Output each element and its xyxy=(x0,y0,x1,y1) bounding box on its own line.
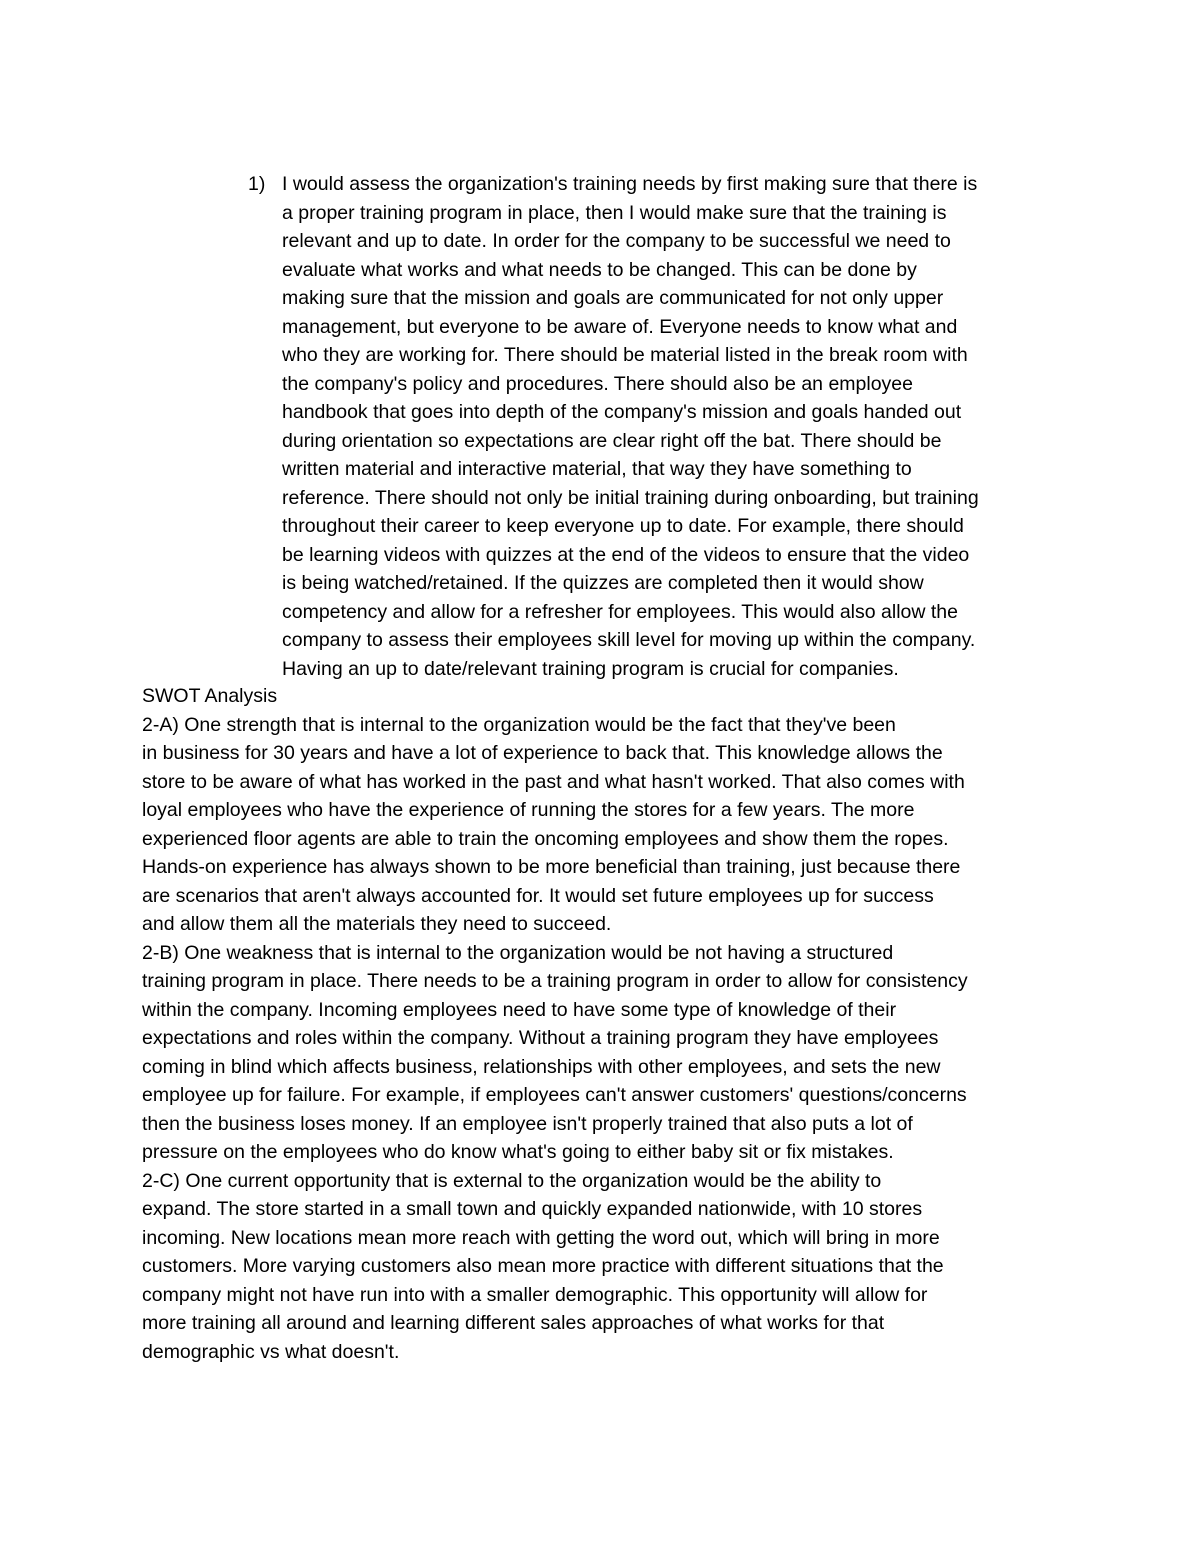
swot-opportunity-paragraph: 2-C) One current opportunity that is external to the organization would be the ability to expand. The store started in a small town and quickly expanded nationwide, with 10 stores incoming. New locations mean more reach with getting the word out, which will bring in more customers. More varying customers also mean more practice with different situations that the company might not have run into with a smaller demographic. This opportunity will allow for more training all around and learning different sales approaches of what works for that demographic vs what doesn't. xyxy=(142,1169,944,1363)
question-1-answer: I would assess the organization's training needs by first making sure that there is a proper training program in place, then I would make sure that the training is relevant and up to date. In order for the company to be successful we need to evaluate what works and what needs to be changed. This can be done by making sure that the mission and goals are communicated for not only upper management, but everyone to be aware of. Everyone needs to know what and who they are working for. There should be material listed in the break room with the company's policy and procedures. There should also be an employee handbook that goes into depth of the company's mission and goals handed out during orientation so expectations are clear right off the bat. There should be written material and interactive material, that way they have something to reference. There should not only be initial training during onboarding, but training throughout their career to keep everyone up to date. For example, there should be learning videos with quizzes at the end of the videos to ensure that the video is being watched/retained. If the quizzes are completed then it would show competency and allow for a refresher for employees. This would also allow the company to assess their employees skill level for moving up within the company. Having an up to date/relevant training program is crucial for companies. xyxy=(282,173,979,680)
swot-heading: SWOT Analysis xyxy=(142,685,278,707)
swot-weakness-paragraph: 2-B) One weakness that is internal to the organization would be not having a structured training program in place. There needs to be a training program in order to allow for consistency within the company. Incoming employees need to have some type of knowledge of their expectations and roles within the company. Without a training program they have employees coming in blind which affects business, relationships with other employees, and sets the new employee up for failure. For example, if employees can't answer customers' questions/concerns then the business loses money. If an employee isn't properly trained that also puts a lot of pressure on the employees who do know what's going to either baby sit or fix mistakes. xyxy=(142,941,968,1163)
question-1-list-item xyxy=(248,170,1058,683)
swot-strength-paragraph: 2-A) One strength that is internal to the organization would be the fact that they've been in business for 30 years and have a lot of experience to back that. This knowledge allows the store to be aware of what has worked in the past and what hasn't worked. That also comes with loyal employees who have the experience of running the stores for a few years. The more experienced floor agents are able to train the oncoming employees and show them the ropes. Hands-on experience has always shown to be more beneficial than training, just because there are scenarios that aren't always accounted for. It would set future employees up for success and allow them all the materials they need to succeed. xyxy=(142,713,965,935)
list-marker: 1) xyxy=(248,173,266,195)
swot-section xyxy=(142,682,1062,1366)
